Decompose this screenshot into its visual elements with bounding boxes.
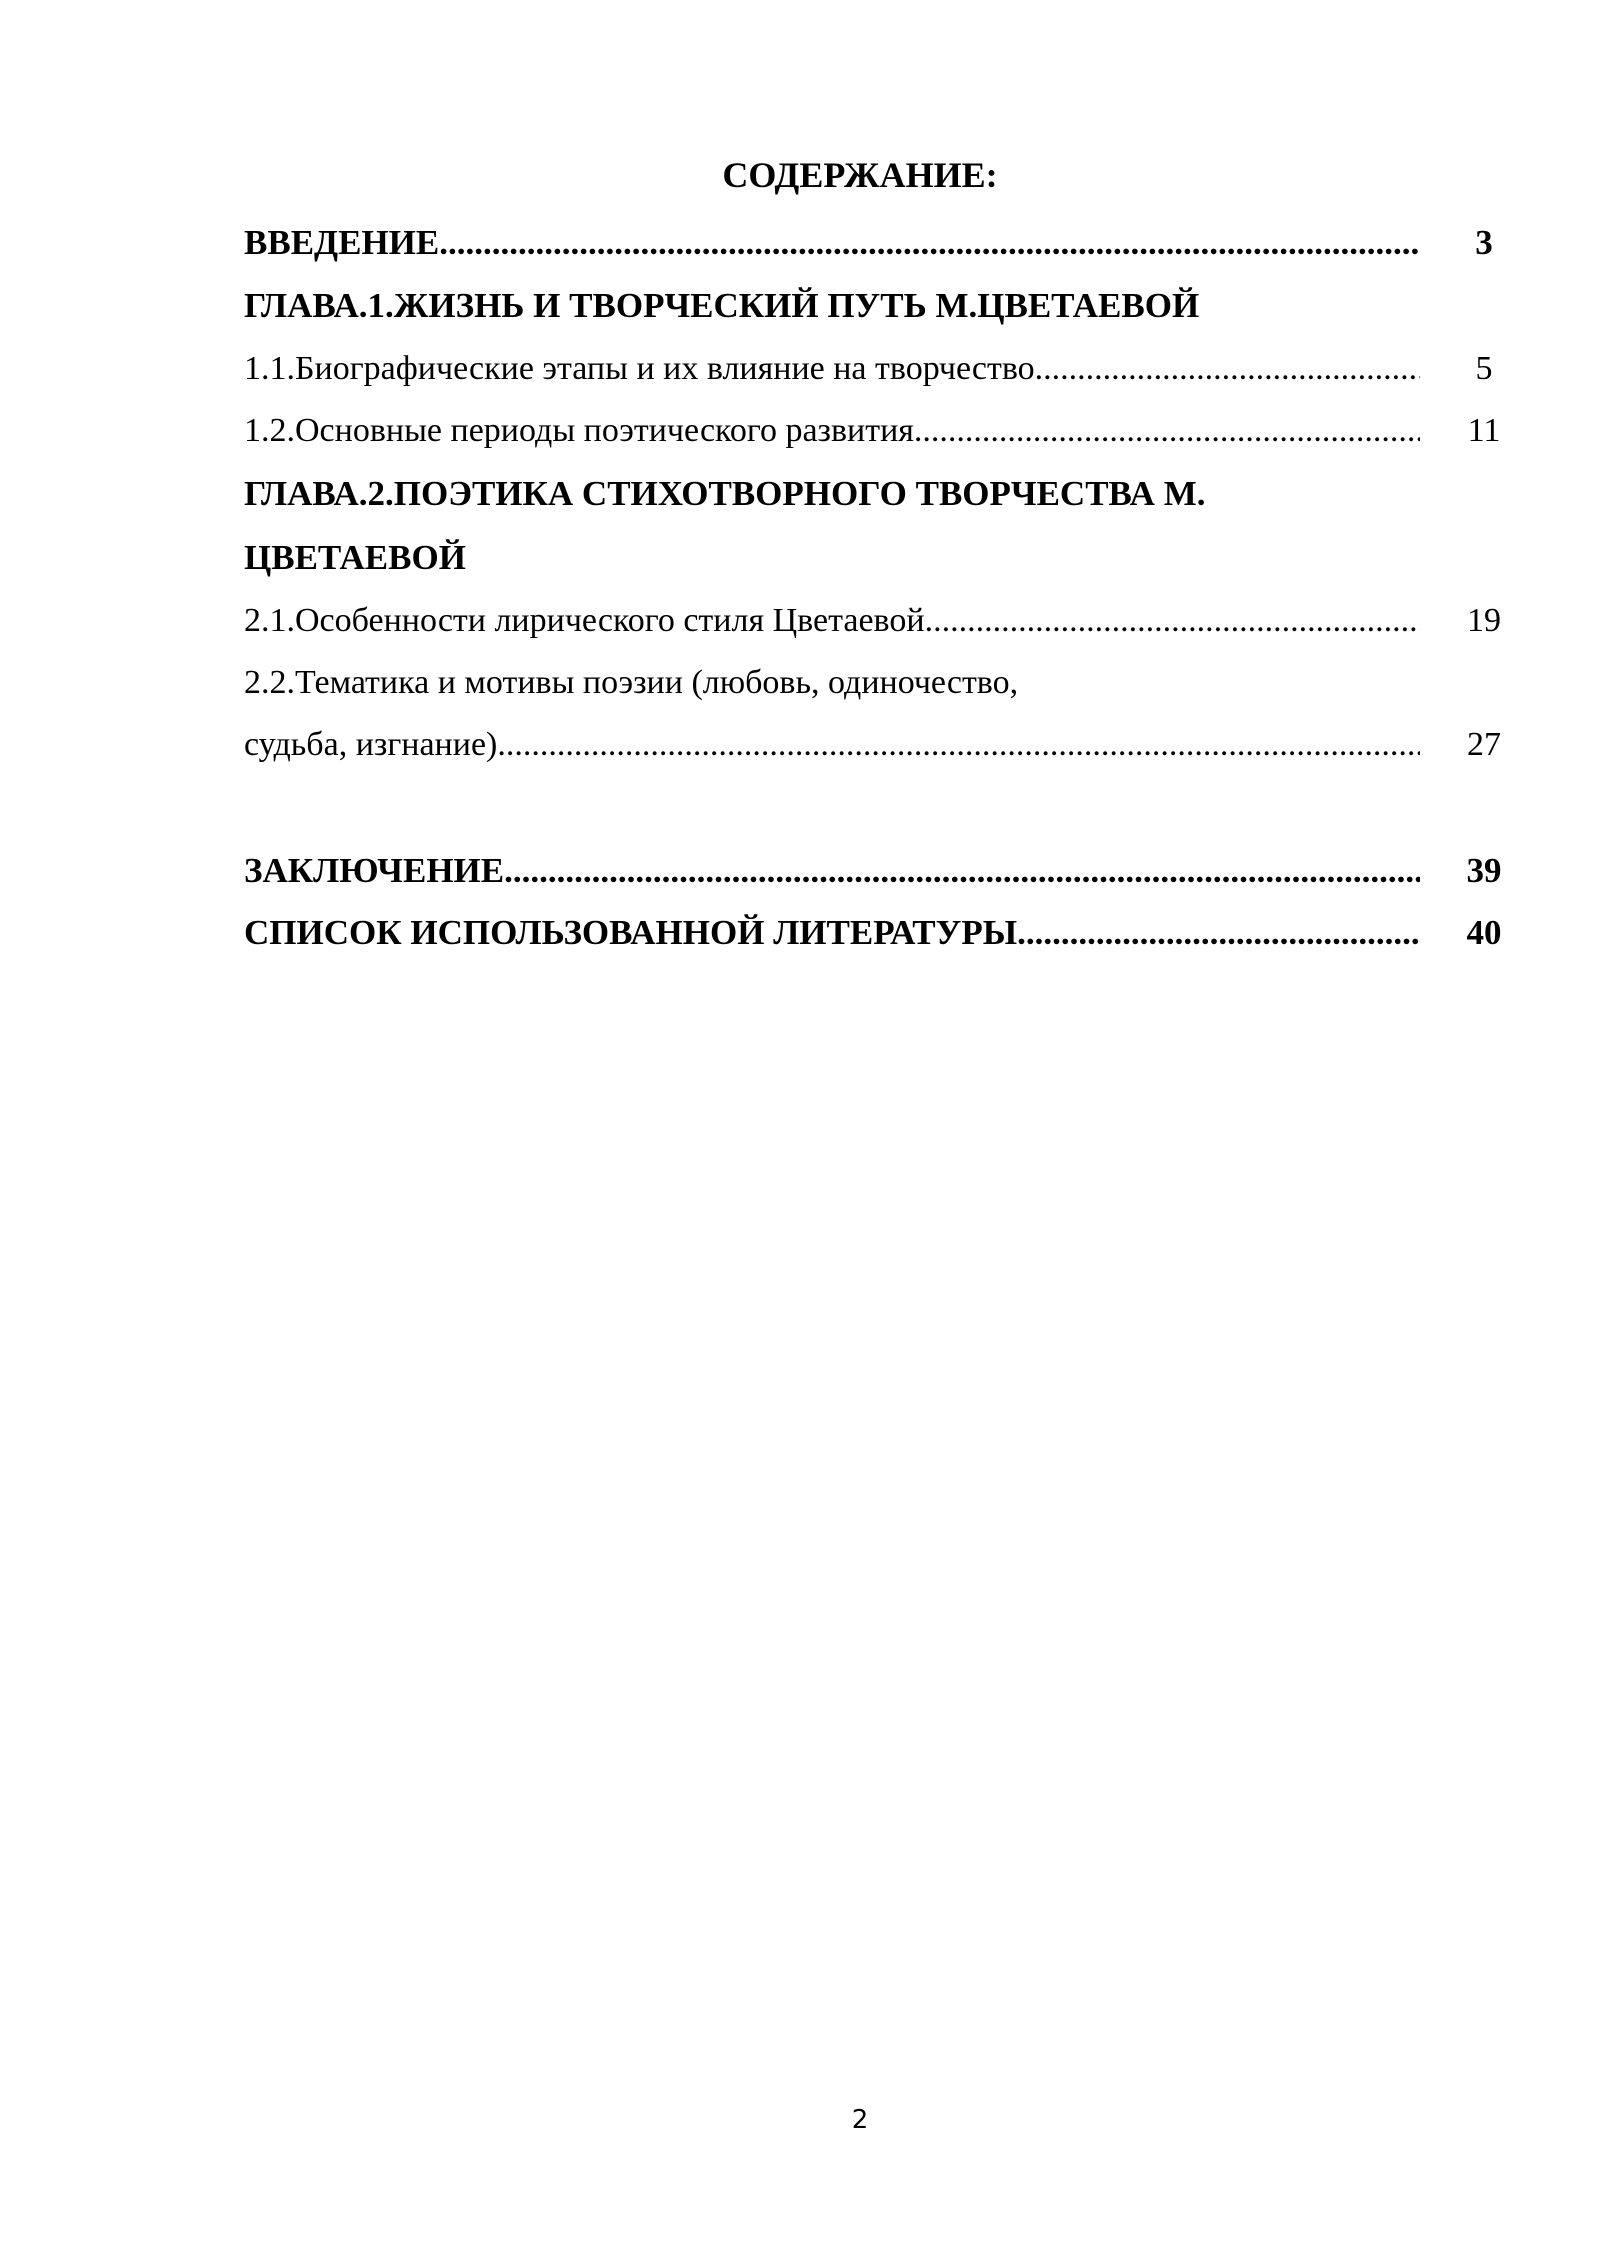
toc-entry-text: ВВЕДЕНИЕ <box>244 223 440 262</box>
toc-entry-text: 2.1.Особенности лирического стиля Цветаевой <box>244 602 925 639</box>
toc-entry-text: 2.2.Тематика и мотивы поэзии (любовь, одиночество, <box>244 664 1019 701</box>
toc-leader-dots <box>925 590 1420 652</box>
toc-entry-text: ГЛАВА.1.ЖИЗНЬ И ТВОРЧЕСКИЙ ПУТЬ М.ЦВЕТАЕВОЙ <box>244 286 1200 325</box>
toc-entry-page: 19 <box>1467 602 1501 639</box>
toc-entry-page: 27 <box>1467 726 1501 763</box>
toc-entry-text: СПИСОК ИСПОЛЬЗОВАННОЙ ЛИТЕРАТУРЫ <box>244 913 1018 952</box>
toc-entry-page: 11 <box>1467 412 1501 449</box>
toc-entry-text: ЗАКЛЮЧЕНИЕ <box>244 851 505 890</box>
toc-entry-page: 40 <box>1466 913 1502 952</box>
page-number: 2 <box>851 2105 869 2135</box>
toc-entry-text: ГЛАВА.2.ПОЭТИКА СТИХОТВОРНОГО ТВОРЧЕСТВА М. <box>244 474 1206 513</box>
toc-entry-introduction <box>244 212 1512 274</box>
toc-entry-page: 5 <box>1475 350 1493 387</box>
table-of-contents <box>244 212 1512 964</box>
toc-entry-text: 1.1.Биографические этапы и их влияние на творчество <box>244 350 1035 387</box>
toc-entry-page: 39 <box>1466 851 1502 890</box>
toc-leader-dots <box>914 400 1420 462</box>
toc-leader-dots <box>504 840 1420 902</box>
toc-leader-dots <box>497 714 1420 776</box>
toc-chapter-2-heading-line2 <box>244 526 1512 590</box>
toc-leader-dots <box>439 212 1420 274</box>
toc-entry-2-2-line1 <box>244 652 1512 714</box>
toc-entry-page: 3 <box>1475 223 1493 262</box>
toc-chapter-1-heading <box>244 274 1512 338</box>
toc-entry-2-2-line2 <box>244 714 1512 776</box>
toc-leader-dots <box>1017 902 1420 964</box>
toc-entry-1-2 <box>244 400 1512 462</box>
toc-entry-references <box>244 902 1512 964</box>
toc-entry-1-1 <box>244 338 1512 400</box>
toc-entry-2-1 <box>244 590 1512 652</box>
toc-leader-dots <box>1035 338 1420 400</box>
toc-entry-text: ЦВЕТАЕВОЙ <box>244 538 466 577</box>
toc-entry-text: 1.2.Основные периоды поэтического развития <box>244 412 914 449</box>
toc-chapter-2-heading-line1 <box>244 462 1512 526</box>
toc-title: СОДЕРЖАНИЕ: <box>722 155 998 195</box>
toc-entry-conclusion <box>244 840 1512 902</box>
toc-entry-text: судьба, изгнание) <box>244 726 498 763</box>
